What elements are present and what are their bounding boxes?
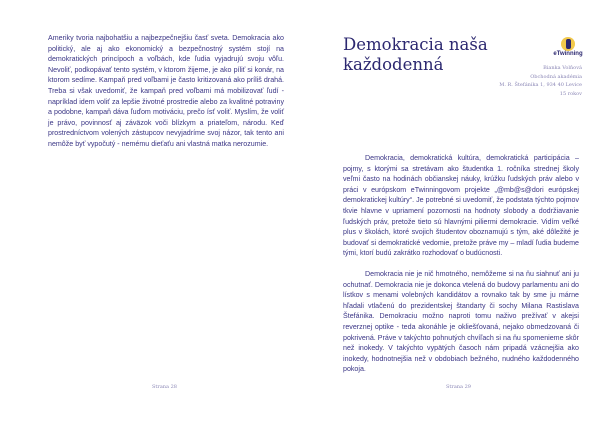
body-paragraph: Demokracia nie je nič hmotného, nemôžeme si na ňu siahnuť ani ju ochutnať. Demokracia nie je dokonca vtelená do budovy parlamentu ani do lístkov s menami volebných kandidátov a rovnako tak by sme ju márne hľadali vtlačenú do prezidentskej štandarty či sochy Milana Rastislava Štefánika. Demokraciu možno naproti tomu naživo prežívať v akejsi reverznej optike - teda akonáhle je okliešťovaná, nejako obmedzovaná či pokrivená. Práve v takýchto pohnutých chvíľach si na ňu spomenieme skôr než inokedy. V takýchto vypätých časoch nám pripadá vzácnejšia ako inokedy, hodnotnejšia než v obdobiach bežného, nudného každodenného pokoja. (343, 269, 579, 374)
author-info (499, 64, 582, 98)
body-paragraph: Ameriky tvoria najbohatšiu a najbezpečnejšiu časť sveta. Demokracia ako politický, ale aj ako ekonomický a bezpečnostný systém stojí na demokratických princípoch a voľbách, kde ľudia vyjadrujú svoju vôľu. Nevoliť, podkopávať tento systém, v ktorom žijeme, je ako píliť si konár, na ktorom sedíme. Kampaň pred voľbami je často kritizovaná ako príliš drahá. Treba si však uvedomiť, že kampaň pred voľbami má mobilizovať ľudí - napríklad idem voliť za lepšie životné prostredie alebo za kvalitné potraviny a podobne, kampaň dáva ľuďom motiváciu, prečo ísť voliť. Myslím, že voliť je právo, povinnosť aj záväzok voči blízkym a priateľom, národu. Keď prostredníctvom volených zástupcov nevyjadríme svoj názor, tak tento ani nemôže byť vypočutý - nemému dieťaťu ani vlastná matka nerozumie. (48, 34, 284, 148)
etwinning-logo (550, 37, 586, 57)
author-address: M. R. Štefánika 1, 934 40 Levice (499, 82, 582, 88)
author-name: Bianka Volňová (543, 65, 582, 71)
body-paragraph: Demokracia, demokratická kultúra, demokratická participácia – pojmy, s ktorými sa stretávam ako študentka 1. ročníka strednej školy veľmi často na hodinách občianskej náuky, krúžku ľudských práv alebo v práci v európskom eTwinningovom projekte „@mb@s@dori európskej demokratickej kultúry“. Je potrebné si uvedomiť, že podstata týchto pojmov tkvie hlavne v upriamení pozornosti na hodnoty slobody a dodržiavanie ľudských práv, pretože tieto sú hlavnými piliermi demokracie. Vidím veľké plus v školách, ktoré svojich študentov oboznamujú s tým, aké dôležité je budovať si demokratické vedomie, pretože práve my – mladí ľudia budeme tými, ktorí budú zakrátko rozhodovať o budúcnosti. (343, 154, 579, 258)
article-body (343, 153, 579, 385)
logo-text: eTwinning (553, 51, 583, 57)
author-school: Obchodná akadémia (530, 73, 582, 80)
article-title: Demokracia naša každodenná (343, 35, 488, 74)
page-number: Strana 29 (446, 384, 471, 390)
etwinning-logo-icon (561, 37, 575, 51)
author-age: 15 rokov (559, 90, 582, 97)
right-page (300, 0, 600, 424)
page-number: Strana 28 (152, 384, 177, 390)
